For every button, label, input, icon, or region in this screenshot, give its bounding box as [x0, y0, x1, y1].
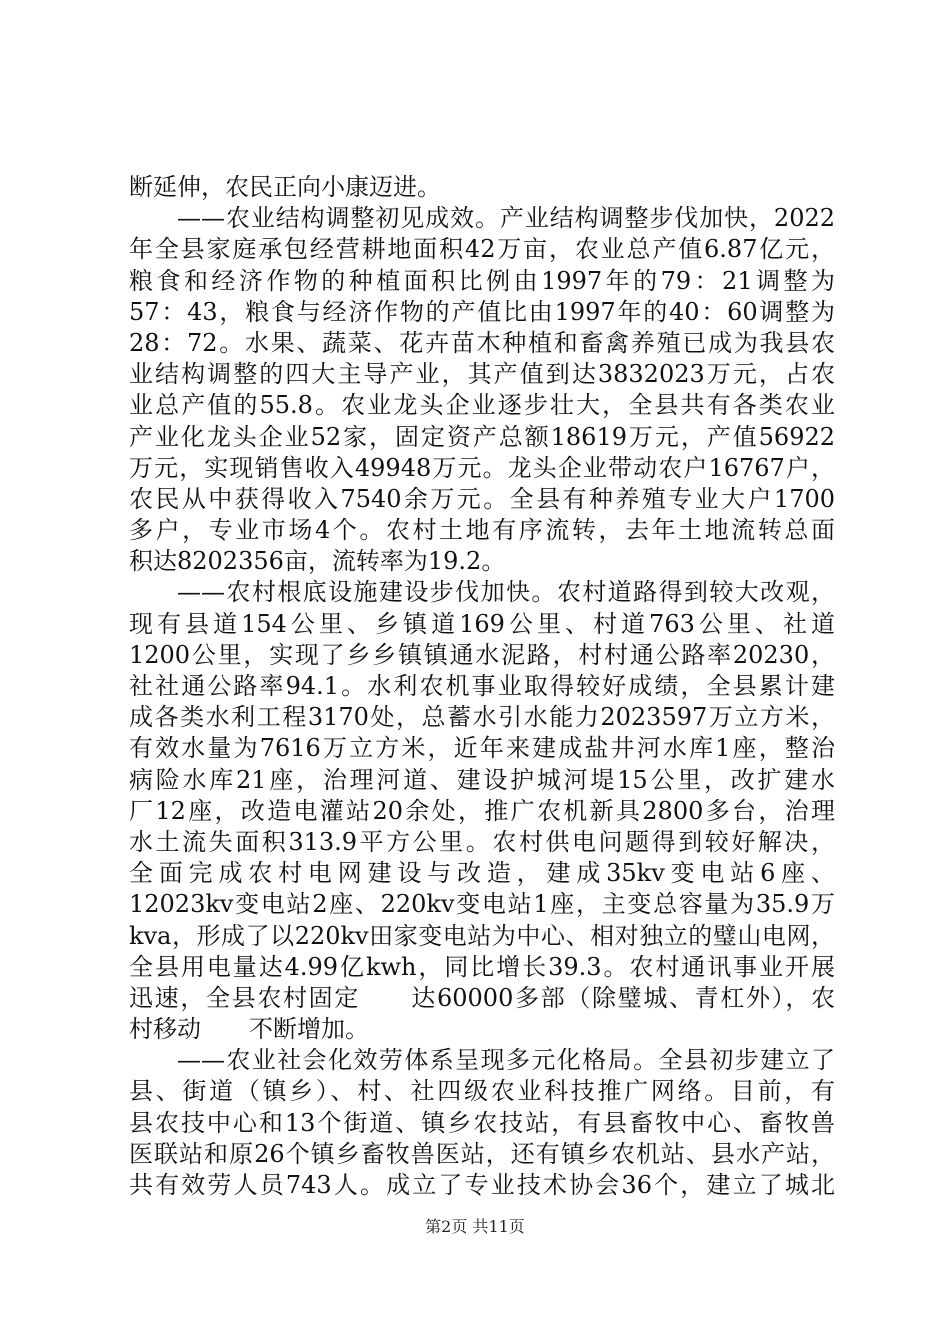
text-line: ——农业结构调整初见成效。产业结构调整步伐加快，2022: [177, 204, 835, 233]
page-number: 第2页 共11页: [425, 1217, 525, 1236]
text-line: 病险水库21座，治理河道、建设护城河堤15公里，改扩建水: [129, 765, 835, 794]
text-line: 村移动 不断增加。: [129, 1015, 369, 1044]
text-line: 多户，专业市场4个。农村土地有序流转，去年土地流转总面: [129, 516, 835, 545]
text-line: 社社通公路率94.1。水利农机事业取得较好成绩，全县累计建: [129, 672, 835, 700]
text-line: 医联站和原26个镇乡畜牧兽医站，还有镇乡农机站、县水产站，: [129, 1139, 835, 1168]
text-line: 积达8202356亩，流转率为19.2。: [129, 547, 506, 576]
text-line: 农民从中获得收入7540余万元。全县有种养殖专业大户1700: [129, 484, 835, 513]
text-line: 共有效劳人员743人。成立了专业技术协会36个，建立了城北: [129, 1171, 835, 1199]
text-line: 水土流失面积313.9平方公里。农村供电问题得到较好解决，: [129, 827, 835, 856]
text-line: kva，形成了以220kv田家变电站为中心、相对独立的璧山电网，: [129, 921, 835, 950]
text-line: 断延伸，农民正向小康迈进。: [129, 173, 441, 201]
text-line: ——农业社会化效劳体系呈现多元化格局。全县初步建立了: [177, 1046, 835, 1075]
text-line: 全县用电量达4.99亿kwh，同比增长39.3。农村通讯事业开展: [129, 952, 835, 981]
text-line: 产业化龙头企业52家，固定资产总额18619万元，产值56922: [129, 422, 835, 451]
text-line: 有效水量为7616万立方米，近年来建成盐井河水库1座，整治: [129, 734, 835, 763]
text-line: 业结构调整的四大主导产业，其产值到达3832023万元，占农: [129, 360, 835, 389]
text-line: 粮食和经济作物的种植面积比例由1997年的79：21调整为: [129, 266, 835, 295]
text-line: 12023kv变电站2座、220kv变电站1座，主变总容量为35.9万: [129, 890, 835, 919]
text-line: 业总产值的55.8。农业龙头企业逐步壮大，全县共有各类农业: [129, 391, 835, 420]
text-line: ——农村根底设施建设步伐加快。农村道路得到较大改观，: [177, 578, 835, 607]
text-line: 57：43，粮食与经济作物的产值比由1997年的40：60调整为: [129, 297, 835, 326]
text-line: 万元，实现销售收入49948万元。龙头企业带动农户16767户，: [129, 453, 835, 482]
page-footer: [0, 1217, 950, 1237]
document-body: [129, 172, 835, 1201]
text-line: 全面完成农村电网建设与改造，建成35kv变电站6座、: [129, 859, 835, 888]
text-line: 迅速，全县农村固定 达60000多部（除璧城、青杠外），农: [129, 983, 835, 1012]
text-line: 年全县家庭承包经营耕地面积42万亩，农业总产值6.87亿元，: [129, 235, 835, 264]
text-line: 厂12座，改造电灌站20余处，推广农机新具2800多台，治理: [129, 796, 835, 825]
text-line: 县、街道（镇乡）、村、社四级农业科技推广网络。目前，有: [129, 1077, 835, 1106]
text-line: 1200公里，实现了乡乡镇镇通水泥路，村村通公路率20230，: [129, 640, 835, 669]
text-line: 成各类水利工程3170处，总蓄水引水能力2023597万立方米，: [129, 703, 835, 732]
text-line: 28：72。水果、蔬菜、花卉苗木种植和畜禽养殖已成为我县农: [129, 328, 835, 357]
text-line: 县农技中心和13个街道、镇乡农技站，有县畜牧中心、畜牧兽: [129, 1108, 835, 1137]
text-line: 现有县道154公里、乡镇道169公里、村道763公里、社道: [129, 609, 835, 638]
